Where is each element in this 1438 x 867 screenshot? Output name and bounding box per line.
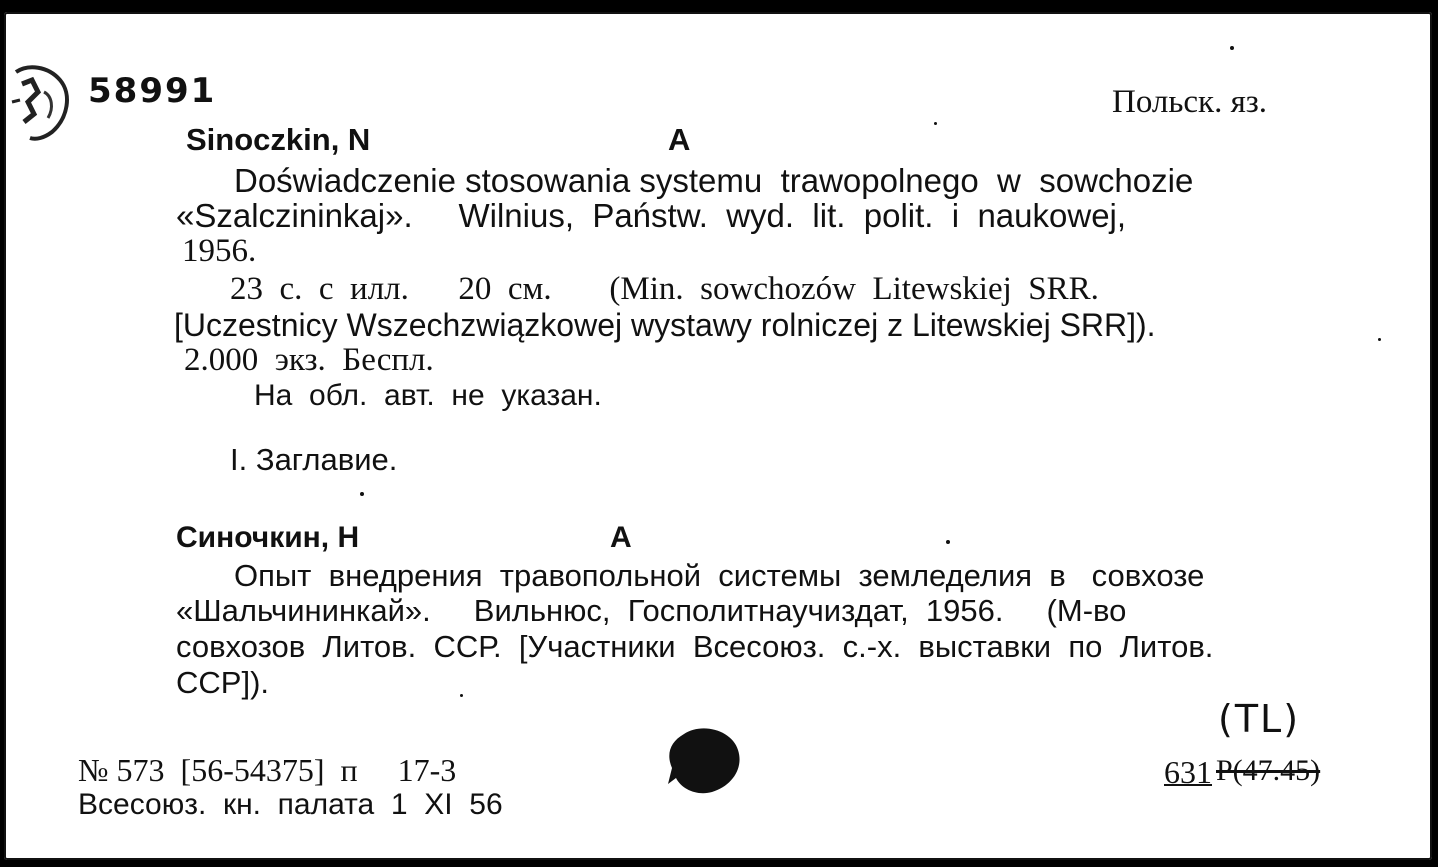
accession-number: 58991 bbox=[88, 71, 217, 111]
polish-physical-line-1: 23 с. с илл. 20 см. (Min. sowchozów Litewskiej SRR. bbox=[230, 271, 1099, 307]
registration-line: № 573 [56-54375] п 17-3 bbox=[78, 752, 457, 788]
polish-title-line-2: «Szalczininkaj». Wilnius, Państw. wyd. lit. polit. i naukowej, bbox=[176, 197, 1127, 234]
dust-speck bbox=[360, 492, 364, 496]
polish-physical-line-3: 2.000 экз. Беспл. bbox=[184, 342, 434, 378]
russian-author: Синочкин, Н bbox=[176, 521, 360, 554]
russian-line-1: Опыт внедрения травопольной системы земледелия в совхозе bbox=[234, 558, 1205, 593]
dust-speck bbox=[934, 122, 937, 125]
dust-speck bbox=[1378, 338, 1381, 341]
ink-blot bbox=[662, 724, 752, 804]
polish-title-line-3: 1956. bbox=[182, 233, 257, 269]
dust-speck bbox=[460, 694, 463, 697]
dust-speck bbox=[1230, 46, 1234, 50]
russian-author-class: А bbox=[610, 521, 632, 554]
chamber-line: Всесоюз. кн. палата 1 XI 56 bbox=[78, 788, 503, 821]
polish-physical-line-2: [Uczestnicy Wszechzwiązkowej wystawy rolniczej z Litewskiej SRR]). bbox=[174, 307, 1156, 343]
polish-tracing: I. Заглавие. bbox=[230, 442, 398, 477]
handwritten-mark: (TL) bbox=[1218, 697, 1301, 741]
polish-author-class: A bbox=[668, 122, 691, 157]
russian-line-2: «Шальчининкай». Вильнюс, Госполитнаучиздат, 1956. (М-во bbox=[176, 593, 1127, 628]
struck-class-number: Р(47.45) bbox=[1216, 754, 1321, 787]
polish-title-line-1: Doświadczenie stosowania systemu trawopolnego w sowchozie bbox=[234, 162, 1194, 199]
class-number: 631 bbox=[1164, 754, 1212, 790]
polish-author: Sinoczkin, N bbox=[186, 122, 371, 157]
language-note: Польск. яз. bbox=[1112, 84, 1268, 120]
corner-stamp-mark bbox=[8, 62, 82, 146]
russian-line-3: совхозов Литов. ССР. [Участники Всесоюз. с.-х. выставки по Литов. bbox=[176, 629, 1214, 664]
polish-note: На обл. авт. не указан. bbox=[254, 379, 602, 412]
catalog-card bbox=[4, 12, 1432, 860]
dust-speck bbox=[946, 540, 950, 544]
russian-line-4: ССР]). bbox=[176, 665, 269, 700]
